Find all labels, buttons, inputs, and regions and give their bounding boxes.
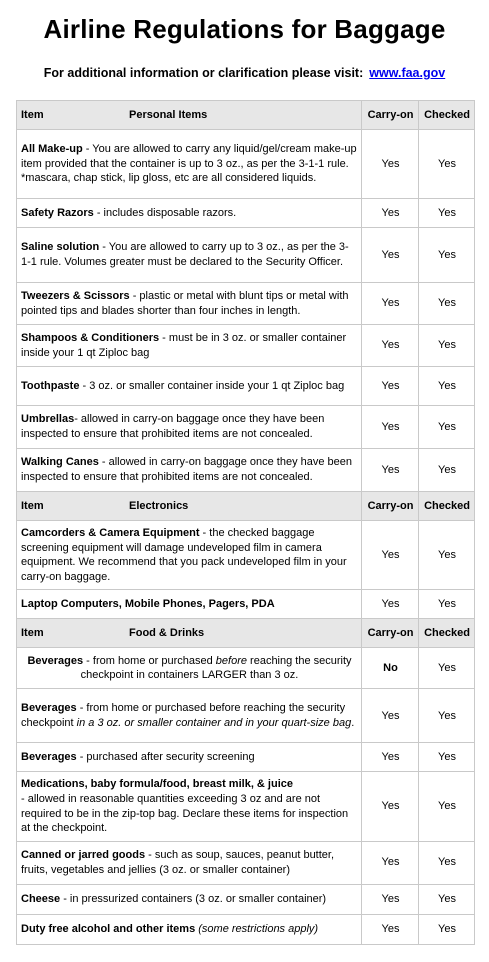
- carry-on-value: Yes: [362, 367, 419, 406]
- checked-value: Yes: [419, 689, 475, 743]
- item-desc: - 3 oz. or smaller container inside your 1 qt Ziploc bag: [79, 379, 345, 392]
- item-name: Toothpaste: [21, 379, 80, 392]
- item-name: Duty free alcohol and other items: [21, 922, 196, 935]
- checked-value: Yes: [419, 884, 475, 914]
- item-cell: [17, 743, 362, 772]
- table-row: [17, 884, 475, 914]
- item-name: Saline solution: [21, 241, 100, 254]
- section-title: Personal Items: [129, 108, 208, 121]
- item-cell: [17, 199, 362, 228]
- item-name: Safety Razors: [21, 206, 94, 219]
- carry-on-value: Yes: [362, 449, 419, 492]
- carry-on-value: Yes: [362, 228, 419, 283]
- header-item-label: Item: [21, 108, 44, 121]
- header-checked: Checked: [419, 492, 475, 521]
- carry-on-value: Yes: [362, 884, 419, 914]
- item-cell: [17, 228, 362, 283]
- item-cell: [17, 689, 362, 743]
- item-cell: [17, 521, 362, 590]
- header-item-cell: [17, 619, 362, 648]
- checked-value: Yes: [419, 521, 475, 590]
- item-name: Umbrellas: [21, 413, 75, 426]
- item-name: Walking Canes: [21, 456, 99, 469]
- table-row: [17, 521, 475, 590]
- checked-value: Yes: [419, 283, 475, 325]
- item-desc: - allowed in carry-on baggage once they have been inspected to ensure that prohibited items are not concealed.: [21, 456, 353, 483]
- checked-value: Yes: [419, 130, 475, 199]
- table-row: [17, 841, 475, 884]
- header-checked: Checked: [419, 101, 475, 130]
- carry-on-value: Yes: [362, 590, 419, 619]
- item-name: Cheese: [21, 892, 61, 905]
- table-row: [17, 325, 475, 367]
- table-row: [17, 228, 475, 283]
- item-desc: reaching the security checkpoint in containers LARGER than 3 oz.: [80, 654, 352, 682]
- table-row: [17, 367, 475, 406]
- section-header-food-drinks: [17, 619, 475, 648]
- item-name: Shampoos & Conditioners: [21, 331, 160, 344]
- carry-on-value: Yes: [362, 521, 419, 590]
- checked-value: Yes: [419, 406, 475, 449]
- item-cell: [17, 406, 362, 449]
- header-item-label: Item: [21, 499, 44, 512]
- item-name: Laptop Computers, Mobile Phones, Pagers, PDA: [21, 598, 275, 611]
- item-cell: [17, 884, 362, 914]
- page-title: Airline Regulations for Baggage: [43, 14, 446, 44]
- header-item-cell: [17, 101, 362, 130]
- item-cell: [17, 130, 362, 199]
- carry-on-value: Yes: [362, 130, 419, 199]
- checked-value: Yes: [419, 914, 475, 944]
- table-row: [17, 914, 475, 944]
- item-desc: - You are allowed to carry any liquid/gel/cream make-up item provided that the container is up to 3 oz., as per the 3-1-1 rule.: [21, 143, 357, 170]
- carry-on-value: Yes: [362, 325, 419, 367]
- subtitle: [0, 66, 489, 80]
- checked-value: Yes: [419, 841, 475, 884]
- item-cell: [17, 449, 362, 492]
- checked-value: Yes: [419, 449, 475, 492]
- carry-on-value: Yes: [362, 199, 419, 228]
- checked-value: Yes: [419, 199, 475, 228]
- section-header-personal-items: [17, 101, 475, 130]
- item-desc: - in pressurized containers (3 oz. or smaller container): [60, 892, 327, 905]
- carry-on-value: Yes: [362, 743, 419, 772]
- table-row: [17, 772, 475, 841]
- checked-value: Yes: [419, 590, 475, 619]
- checked-value: Yes: [419, 743, 475, 772]
- table-row: [17, 689, 475, 743]
- item-desc: - allowed in carry-on baggage once they have been inspected to ensure that prohibited items are not concealed.: [21, 413, 325, 440]
- baggage-table: [16, 100, 475, 945]
- checked-value: Yes: [419, 772, 475, 841]
- header-checked: Checked: [419, 619, 475, 648]
- item-desc: - such as soup, sauces, peanut butter, fruits, vegetables and jellies (3 oz. or smaller container): [21, 849, 335, 876]
- item-name: Canned or jarred goods: [21, 849, 146, 862]
- section-title: Food & Drinks: [129, 627, 205, 640]
- item-desc-emphasis: in a 3 oz. or smaller container and in your quart-size bag: [76, 716, 352, 729]
- header-item-cell: [17, 492, 362, 521]
- table-row: [17, 449, 475, 492]
- carry-on-value: Yes: [362, 914, 419, 944]
- table-row: [17, 406, 475, 449]
- item-cell: [17, 367, 362, 406]
- section-title: Electronics: [129, 499, 189, 512]
- item-desc: - purchased after security screening: [76, 751, 255, 764]
- table-row: [17, 743, 475, 772]
- table-row: [17, 283, 475, 325]
- section-header-electronics: [17, 492, 475, 521]
- carry-on-value: Yes: [362, 689, 419, 743]
- checked-value: Yes: [419, 648, 475, 689]
- item-cell: [17, 590, 362, 619]
- item-note: *mascara, chap stick, lip gloss, etc are all considered liquids.: [21, 172, 317, 185]
- item-desc: - allowed in reasonable quantities exceeding 3 oz and are not required to be in the zip-top bag. Declare these items for inspection at the checkpoint.: [21, 792, 349, 835]
- carry-on-value: Yes: [362, 406, 419, 449]
- item-name: Beverages: [21, 751, 77, 764]
- item-cell: [17, 325, 362, 367]
- table-row: [17, 130, 475, 199]
- checked-value: Yes: [419, 367, 475, 406]
- carry-on-value: Yes: [362, 841, 419, 884]
- faa-link[interactable]: www.faa.gov: [369, 66, 446, 80]
- item-name: Beverages: [27, 654, 84, 667]
- item-desc: - the checked baggage screening equipment will damage undeveloped film in camera equipment. We recommend that you pack undeveloped film in your carry-on baggage.: [21, 527, 347, 583]
- item-desc: - includes disposable razors.: [93, 206, 237, 219]
- header-carry-on: Carry-on: [362, 101, 419, 130]
- carry-on-value: Yes: [362, 772, 419, 841]
- checked-value: Yes: [419, 325, 475, 367]
- item-name: Medications, baby formula/food, breast milk, & juice: [21, 778, 293, 791]
- item-name: Camcorders & Camera Equipment: [21, 527, 200, 539]
- checked-value: Yes: [419, 228, 475, 283]
- item-desc: - from home or purchased: [83, 654, 216, 667]
- carry-on-value: No: [362, 648, 419, 689]
- item-name: All Make-up: [21, 143, 83, 156]
- item-desc: - plastic or metal with blunt tips or metal with pointed tips and blades shorter than four inches in length.: [21, 289, 349, 317]
- item-cell: [17, 914, 362, 944]
- header-carry-on: Carry-on: [362, 492, 419, 521]
- item-cell: [17, 772, 362, 841]
- item-desc: - You are allowed to carry up to 3 oz., as per the 3-1-1 rule. Volumes greater must be declared to the Security Officer.: [21, 241, 349, 268]
- item-desc: - from home or purchased before reaching the security checkpoint: [21, 702, 346, 729]
- item-cell: [17, 841, 362, 884]
- header-item-label: Item: [21, 627, 44, 640]
- table-row: [17, 590, 475, 619]
- item-name: Beverages: [21, 702, 77, 715]
- item-desc: .: [351, 716, 355, 729]
- item-desc-emphasis: (some restrictions apply): [195, 922, 319, 935]
- header-carry-on: Carry-on: [362, 619, 419, 648]
- item-desc-emphasis: before: [215, 654, 247, 667]
- table-row: [17, 199, 475, 228]
- item-cell: [17, 283, 362, 325]
- subtitle-text: For additional information or clarification please visit:: [43, 66, 364, 80]
- item-cell: [17, 648, 362, 689]
- carry-on-value: Yes: [362, 283, 419, 325]
- item-name: Tweezers & Scissors: [21, 289, 130, 302]
- table-row: [17, 648, 475, 689]
- item-desc: - must be in 3 oz. or smaller container inside your 1 qt Ziploc bag: [21, 331, 347, 359]
